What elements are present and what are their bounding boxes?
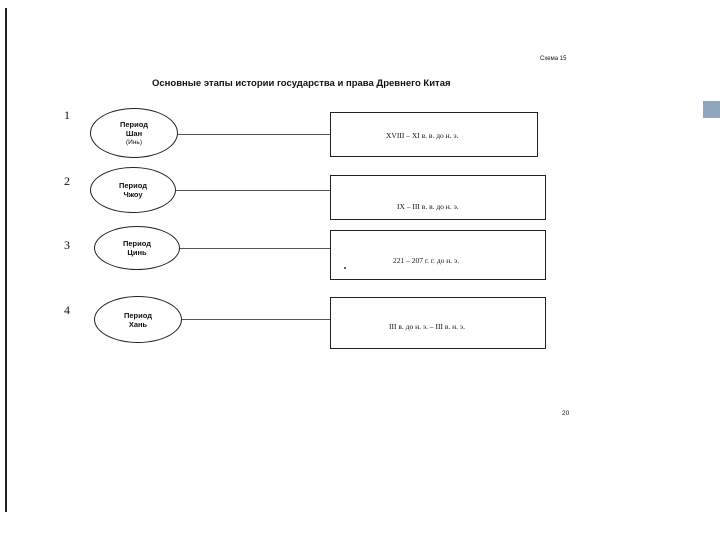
slide-corner-marker bbox=[703, 101, 720, 118]
row-number-1: 1 bbox=[64, 108, 70, 122]
dates-box-2 bbox=[330, 175, 546, 220]
connector-4 bbox=[182, 319, 330, 320]
period-title-4: Период bbox=[124, 310, 152, 320]
period-name-3: Цинь bbox=[127, 248, 147, 257]
period-ellipse-4 bbox=[94, 296, 182, 343]
period-name-2: Чжоу bbox=[123, 190, 143, 199]
page-number: 20 bbox=[562, 410, 570, 417]
connector-2 bbox=[176, 190, 330, 191]
connector-1 bbox=[178, 134, 330, 135]
connector-3 bbox=[180, 248, 330, 249]
dates-text-3: 221 – 207 г. г. до н. э. bbox=[393, 256, 460, 265]
period-ellipse-1 bbox=[90, 108, 178, 158]
period-title-2: Период bbox=[119, 181, 147, 190]
period-ellipse-3 bbox=[94, 226, 180, 270]
period-ellipse-2 bbox=[90, 167, 176, 213]
scan-speck bbox=[344, 267, 346, 269]
dates-box-4 bbox=[330, 297, 546, 349]
row-number-3: 3 bbox=[64, 238, 70, 252]
period-name-1: Шан bbox=[125, 128, 143, 138]
dates-box-1 bbox=[330, 112, 538, 157]
period-title-1: Период bbox=[120, 119, 148, 129]
scheme-label: Схема 15 bbox=[540, 56, 567, 62]
period-name-4: Хань bbox=[128, 319, 148, 329]
dates-box-3 bbox=[330, 230, 546, 280]
dates-text-1: XVIII – XI в. в. до н. э. bbox=[386, 131, 459, 140]
period-sub-1: (Инь) bbox=[126, 138, 142, 146]
row-number-2: 2 bbox=[64, 174, 70, 188]
row-number-4: 4 bbox=[64, 303, 70, 317]
period-title-3: Период bbox=[123, 239, 151, 248]
dates-text-2: IX – III в. в. до н. э. bbox=[397, 202, 459, 211]
dates-text-4: III в. до н. э. – III в. н. э. bbox=[389, 322, 465, 331]
diagram-title: Основные этапы истории государства и права Древнего Китая bbox=[152, 78, 451, 89]
page-left-border bbox=[5, 8, 7, 512]
